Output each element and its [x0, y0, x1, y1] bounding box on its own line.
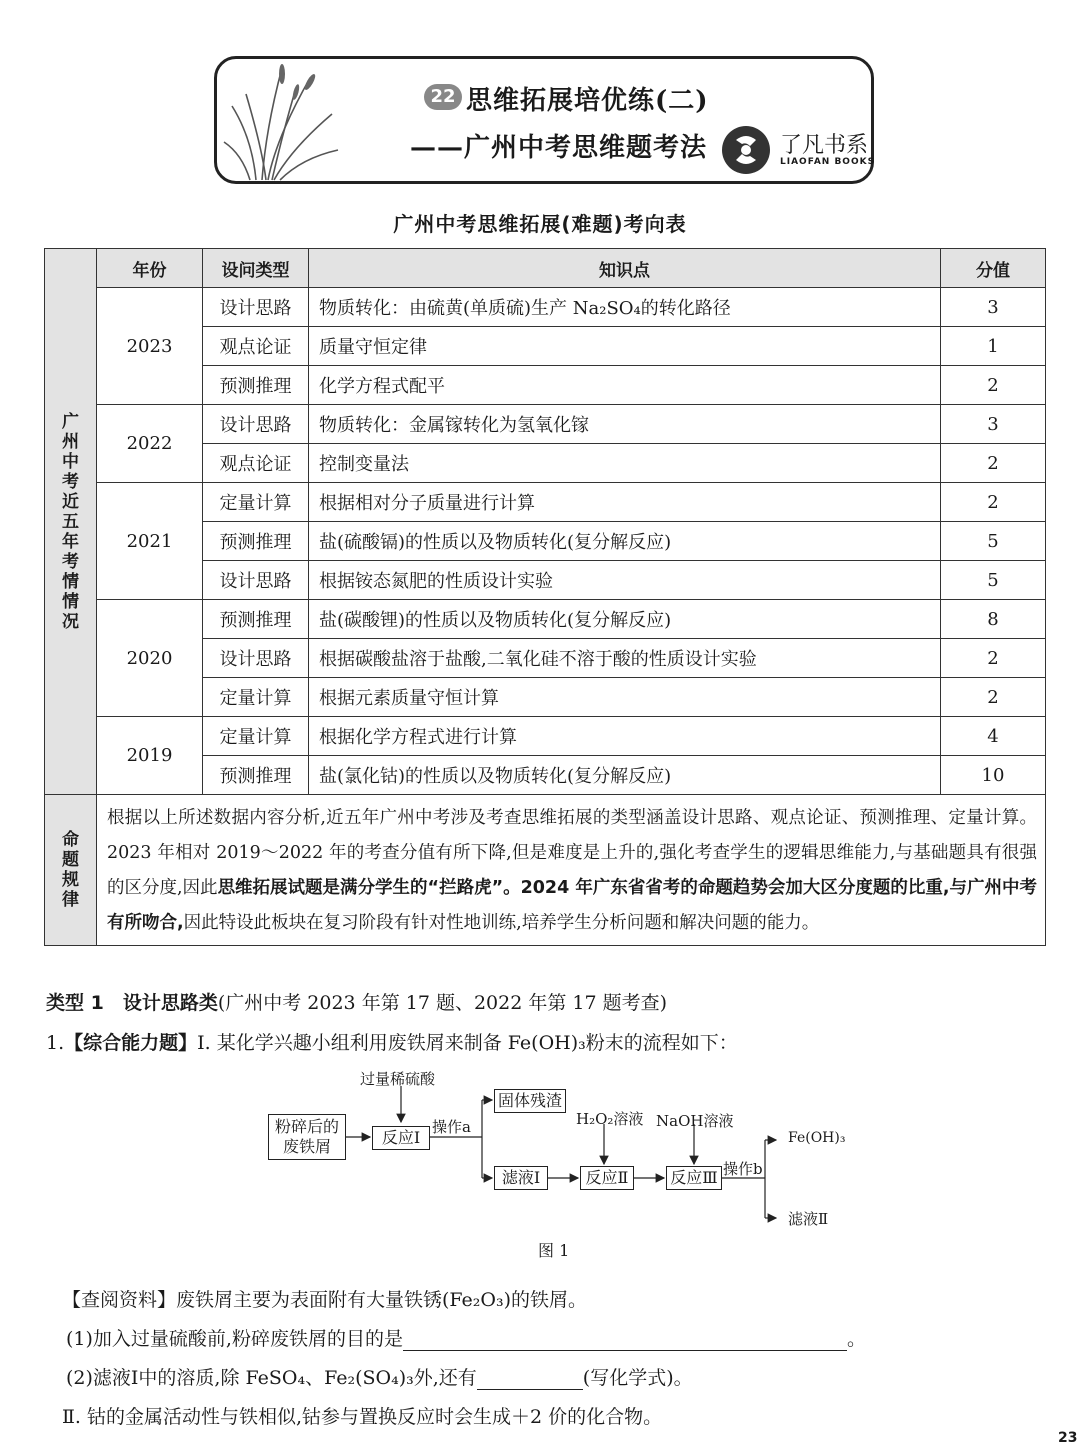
operation-b-label: 操作b — [723, 1160, 763, 1178]
type-cell: 预测推理 — [203, 522, 309, 561]
reaction-2-box: 反应Ⅱ — [580, 1166, 634, 1190]
year-cell: 2021 — [97, 483, 203, 600]
knowledge-cell: 控制变量法 — [309, 444, 941, 483]
table-row — [45, 600, 1046, 639]
rule-label-cell — [45, 795, 97, 946]
product-fe-oh-3: Fe(OH)₃ — [788, 1130, 846, 1146]
year-cell: 2019 — [97, 717, 203, 795]
header-type: 设问类型 — [203, 249, 309, 288]
knowledge-cell: 根据元素质量守恒计算 — [309, 678, 941, 717]
type-cell: 设计思路 — [203, 639, 309, 678]
knowledge-cell: 物质转化：由硫黄(单质硫)生产 Na₂SO₄的转化路径 — [309, 288, 941, 327]
figure-caption: 图 1 — [538, 1241, 570, 1260]
knowledge-cell: 根据相对分子质量进行计算 — [309, 483, 941, 522]
type-cell: 定量计算 — [203, 483, 309, 522]
logo-text-en: LIAOFAN BOOKS — [780, 157, 876, 167]
year-cell: 2022 — [97, 405, 203, 483]
section-subtitle: ——广州中考思维题考法 — [410, 133, 708, 163]
question-part-2-intro: Ⅱ. 钴的金属活动性与铁相似,钴参与置换反应时会生成＋2 价的化合物。 — [62, 1406, 663, 1428]
type-cell: 设计思路 — [203, 288, 309, 327]
grass-illustration — [222, 58, 342, 182]
type-cell: 观点论证 — [203, 327, 309, 366]
table-row — [45, 717, 1046, 756]
reaction-1-box: 反应Ⅰ — [372, 1126, 430, 1150]
knowledge-cell: 盐(硫酸镉)的性质以及物质转化(复分解反应) — [309, 522, 941, 561]
knowledge-cell: 化学方程式配平 — [309, 366, 941, 405]
reagent-dilute-sulfuric-acid: 过量稀硫酸 — [360, 1070, 436, 1088]
type-cell: 预测推理 — [203, 600, 309, 639]
flow-chart — [260, 1064, 860, 1264]
table-row — [45, 405, 1046, 444]
reaction-3-box: 反应Ⅲ — [666, 1166, 722, 1190]
score-cell: 1 — [941, 327, 1046, 366]
reagent-naoh: NaOH溶液 — [656, 1112, 734, 1130]
logo-text-cn: 了凡书系 — [780, 133, 869, 158]
reagent-h2o2: H₂O₂溶液 — [576, 1110, 644, 1128]
knowledge-cell: 盐(氯化钴)的性质以及物质转化(复分解反应) — [309, 756, 941, 795]
score-cell: 5 — [941, 522, 1046, 561]
reference-note: 【查阅资料】废铁屑主要为表面附有大量铁锈(Fe₂O₃)的铁屑。 — [62, 1289, 588, 1311]
knowledge-cell: 根据铵态氮肥的性质设计实验 — [309, 561, 941, 600]
score-cell: 5 — [941, 561, 1046, 600]
exam-trend-table — [44, 248, 1046, 946]
year-cell: 2020 — [97, 600, 203, 717]
type-cell: 定量计算 — [203, 678, 309, 717]
table-row — [45, 483, 1046, 522]
knowledge-cell: 质量守恒定律 — [309, 327, 941, 366]
start-waste-iron-box: 粉碎后的废铁屑 — [268, 1114, 346, 1160]
score-cell: 8 — [941, 600, 1046, 639]
knowledge-cell: 盐(碳酸锂)的性质以及物质转化(复分解反应) — [309, 600, 941, 639]
score-cell: 2 — [941, 366, 1046, 405]
section-number-badge: 22 — [424, 84, 462, 110]
answer-blank-2[interactable] — [477, 1369, 583, 1390]
score-cell: 3 — [941, 288, 1046, 327]
section-title: 思维拓展培优练(二) — [466, 86, 709, 116]
knowledge-cell: 根据化学方程式进行计算 — [309, 717, 941, 756]
knowledge-cell: 物质转化：金属镓转化为氢氧化镓 — [309, 405, 941, 444]
rule-label: 命题规律 — [62, 830, 79, 910]
header-year: 年份 — [97, 249, 203, 288]
rule-row — [45, 795, 1046, 946]
answer-blank-1[interactable] — [403, 1330, 847, 1351]
filtrate-2-label: 滤液Ⅱ — [788, 1210, 829, 1228]
score-cell: 3 — [941, 405, 1046, 444]
score-cell: 2 — [941, 444, 1046, 483]
side-label: 广州中考近五年考情情况 — [62, 411, 79, 632]
type-cell: 定量计算 — [203, 717, 309, 756]
question-1-part-1: (1)加入过量硫酸前,粉碎废铁屑的目的是 。 — [66, 1328, 866, 1350]
type-cell: 观点论证 — [203, 444, 309, 483]
type-cell: 预测推理 — [203, 756, 309, 795]
score-cell: 2 — [941, 483, 1046, 522]
type-cell: 设计思路 — [203, 561, 309, 600]
page-number: 23 — [1058, 1430, 1078, 1446]
year-cell: 2023 — [97, 288, 203, 405]
liaofan-logo-icon — [720, 124, 772, 176]
table-row — [45, 288, 1046, 327]
solid-residue-box: 固体残渣 — [494, 1089, 566, 1113]
knowledge-cell: 根据碳酸盐溶于盐酸,二氧化硅不溶于酸的性质设计实验 — [309, 639, 941, 678]
filtrate-1-box: 滤液Ⅰ — [494, 1166, 548, 1190]
type-cell: 设计思路 — [203, 405, 309, 444]
header-score: 分值 — [941, 249, 1046, 288]
side-label-cell — [45, 249, 97, 795]
table-title: 广州中考思维拓展(难题)考向表 — [393, 212, 687, 236]
type-cell: 预测推理 — [203, 366, 309, 405]
score-cell: 2 — [941, 639, 1046, 678]
score-cell: 2 — [941, 678, 1046, 717]
header-knowledge: 知识点 — [309, 249, 941, 288]
score-cell: 4 — [941, 717, 1046, 756]
question-1-part-2: (2)滤液Ⅰ中的溶质,除 FeSO₄、Fe₂(SO₄)₃外,还有 (写化学式)。 — [66, 1367, 693, 1389]
question-1-stem: 1.【综合能力题】Ⅰ. 某化学兴趣小组利用废铁屑来制备 Fe(OH)₃粉末的流程如下： — [46, 1032, 738, 1054]
operation-a-label: 操作a — [432, 1118, 471, 1136]
rule-text: 根据以上所述数据内容分析,近五年广州中考涉及考查思维拓展的类型涵盖设计思路、观点论证、预测推理、定量计算。2023 年相对 2019～2022 年的考查分值有所下降,但是难度是上升的,强化考查学生的逻辑思维能力,与基础题具有很强的区分度,因此思维拓展试题是满分学生的“拦路虎”。2024 年广东省省考的命题趋势会加大区分度题的比重,与广州中考有所吻合,因此特设此板块在复习阶段有针对性地训练,培养学生分析问题和解决问题的能力。 — [97, 795, 1046, 946]
score-cell: 10 — [941, 756, 1046, 795]
type-heading: 类型 1 设计思路类(广州中考 2023 年第 17 题、2022 年第 17 题考查) — [46, 992, 668, 1014]
